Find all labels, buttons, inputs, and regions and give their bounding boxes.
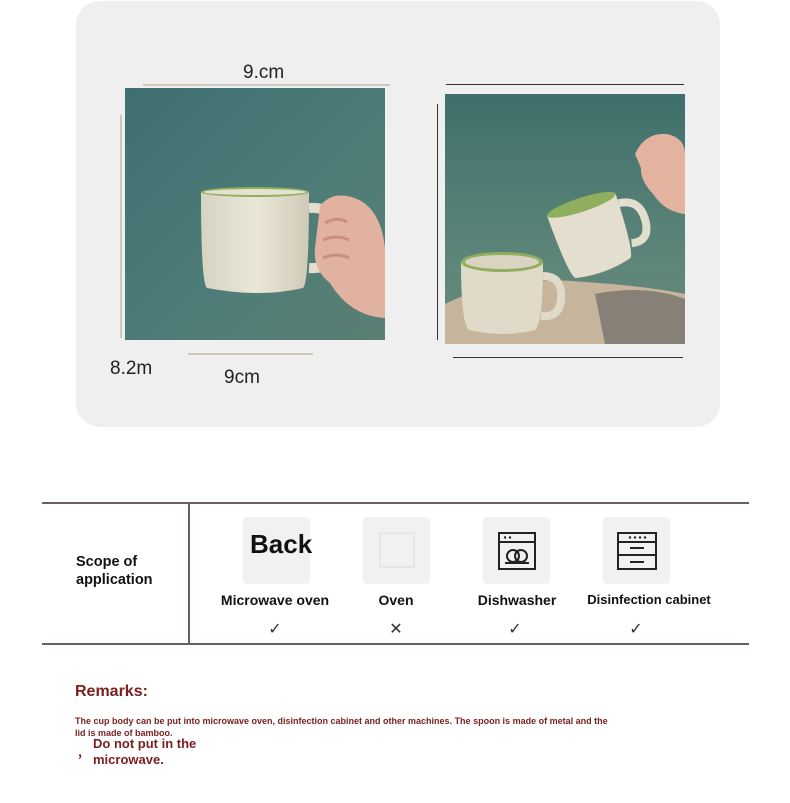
- appliance-name-disinfection-cabinet: Disinfection cabinet: [587, 592, 711, 607]
- appliance-name-oven: Oven: [378, 592, 414, 608]
- disinfection-cabinet-icon: [616, 531, 658, 571]
- appliance-name-microwave: Microwave oven: [220, 592, 330, 608]
- bottom-width-label: 9cm: [224, 367, 260, 388]
- dishwasher-icon-box: [483, 517, 550, 584]
- remarks-title: Remarks:: [75, 683, 148, 700]
- warning-mark: ，: [78, 744, 92, 759]
- table-divider: [188, 503, 190, 644]
- right-height-line: [437, 104, 438, 340]
- mug-front-photo: [125, 88, 385, 340]
- right-top-line: [446, 84, 684, 85]
- table-top-border: [42, 502, 749, 504]
- oven-icon-box: [363, 517, 430, 584]
- top-width-label: 9.cm: [243, 62, 285, 83]
- height-label: 8.2m: [110, 358, 153, 379]
- height-line: [120, 115, 122, 338]
- appliance-name-dishwasher: Dishwasher: [477, 592, 557, 608]
- check-disinfection-cabinet-icon: ✓: [629, 621, 643, 638]
- disinfection-cabinet-icon-box: [603, 517, 670, 584]
- bottom-width-line: [188, 353, 313, 355]
- oven-icon: [378, 531, 416, 569]
- table-bottom-border: [42, 643, 749, 645]
- remarks-text: The cup body can be put into microwave oven, disinfection cabinet and other machines. The spoon is made of metal and the lid is made of bamboo.: [75, 716, 608, 738]
- dishwasher-icon: [497, 531, 537, 571]
- right-bottom-line: [453, 357, 683, 358]
- cross-oven-icon: ✕: [389, 621, 403, 638]
- check-microwave-icon: ✓: [268, 621, 282, 638]
- warning-text: Do not put in the microwave.: [93, 736, 197, 767]
- mugs-table-photo: [445, 94, 685, 344]
- back-label: Back: [250, 529, 313, 559]
- microwave-icon-box: [243, 517, 313, 584]
- scope-title: Scope of application: [76, 554, 153, 588]
- top-width-line: [143, 84, 390, 86]
- check-dishwasher-icon: ✓: [508, 621, 522, 638]
